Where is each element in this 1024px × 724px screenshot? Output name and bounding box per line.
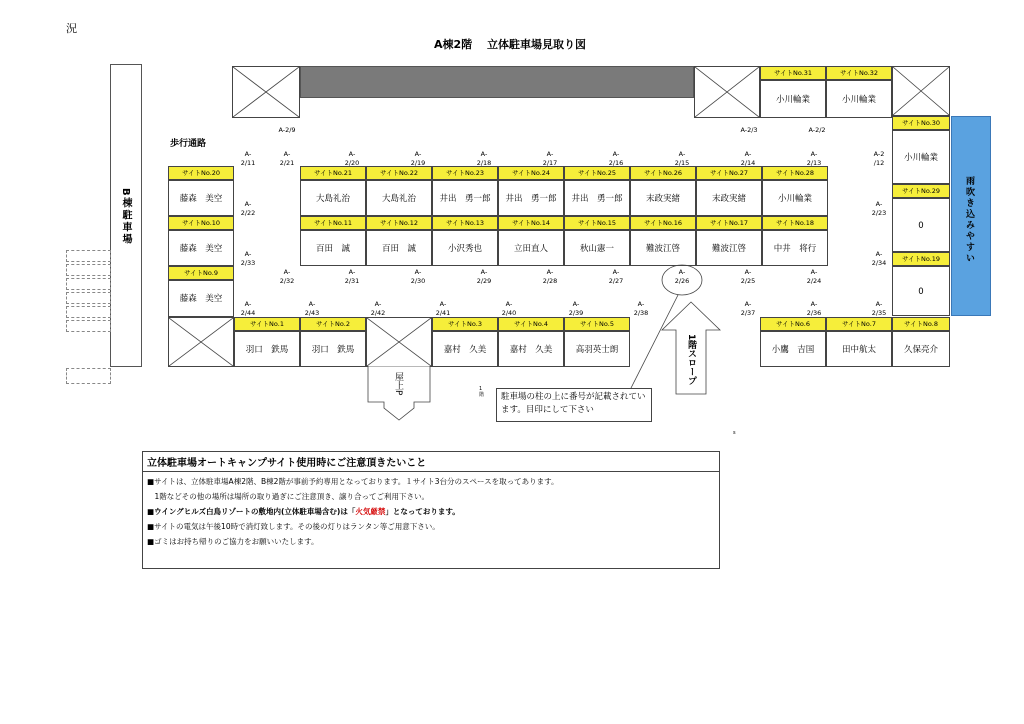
site-name-2[interactable]: 羽口 鉄馬 xyxy=(300,331,366,367)
pillar-label: A-2/9 xyxy=(278,126,296,134)
unusable-space xyxy=(232,66,300,118)
site-header-20: サイトNo.20 xyxy=(168,166,234,180)
notice-line: ■サイトの電気は午後10時で消灯致します。その後の灯りはランタン等ご用意下さい。 xyxy=(147,522,440,531)
label-1f: 1階 xyxy=(479,386,485,398)
site-header-14: サイトNo.14 xyxy=(498,216,564,230)
dashed-mark xyxy=(66,278,111,290)
label-s: s xyxy=(733,430,736,436)
site-header-11: サイトNo.11 xyxy=(300,216,366,230)
site-name-9[interactable]: 藤森 美空 xyxy=(168,280,234,317)
site-header-24: サイトNo.24 xyxy=(498,166,564,180)
site-header-6: サイトNo.6 xyxy=(760,317,826,331)
dashed-mark xyxy=(66,292,111,304)
callout-box xyxy=(496,388,652,422)
slope-label: 1階スロープ xyxy=(686,334,696,386)
site-name-4[interactable]: 嘉村 久美 xyxy=(498,331,564,367)
unusable-space xyxy=(892,66,950,116)
site-header-5: サイトNo.5 xyxy=(564,317,630,331)
site-header-22: サイトNo.22 xyxy=(366,166,432,180)
pillar-label: A- 2/13 xyxy=(806,150,822,167)
site-name-18[interactable]: 中井 将行 xyxy=(762,230,828,266)
site-name-21[interactable]: 大島礼治 xyxy=(300,180,366,216)
dashed-mark xyxy=(66,264,111,276)
site-header-1: サイトNo.1 xyxy=(234,317,300,331)
site-name-17[interactable]: 難波江啓 xyxy=(696,230,762,266)
site-header-23: サイトNo.23 xyxy=(432,166,498,180)
pillar-circle xyxy=(662,265,702,295)
pillar-label: A- 2/42 xyxy=(370,300,386,317)
site-name-16[interactable]: 難波江啓 xyxy=(630,230,696,266)
site-name-10[interactable]: 藤森 美空 xyxy=(168,230,234,266)
pillar-label: A- 2/22 xyxy=(240,200,256,217)
site-name-14[interactable]: 立田直人 xyxy=(498,230,564,266)
site-name-5[interactable]: 高羽英士朗 xyxy=(564,331,630,367)
pillar-label: A- 2/23 xyxy=(871,200,887,217)
site-header-28: サイトNo.28 xyxy=(762,166,828,180)
site-header-25: サイトNo.25 xyxy=(564,166,630,180)
site-header-3: サイトNo.3 xyxy=(432,317,498,331)
pillar-label: A- 2/32 xyxy=(279,268,295,285)
rain-label: 雨吹き込みやすい xyxy=(964,176,974,264)
pillar-label: A- 2/16 xyxy=(608,150,624,167)
site-name-28[interactable]: 小川輪業 xyxy=(762,180,828,216)
site-header-26: サイトNo.26 xyxy=(630,166,696,180)
unusable-space xyxy=(366,317,432,367)
notice-fire-ban: 火気厳禁 xyxy=(355,507,386,516)
site-name-32[interactable]: 小川輪業 xyxy=(826,80,892,118)
site-header-17: サイトNo.17 xyxy=(696,216,762,230)
notice-fire-c: 」となっております。 xyxy=(385,507,460,516)
site-header-16: サイトNo.16 xyxy=(630,216,696,230)
pillar-label: A- 2/35 xyxy=(871,300,887,317)
pillar-label: A- 2/34 xyxy=(871,250,887,267)
notice-line: 1階などその他の場所は場所の取り過ぎにご注意頂き、譲り合ってご利用下さい。 xyxy=(147,492,429,501)
notice-box xyxy=(142,451,720,569)
pillar-label: A- 2/27 xyxy=(608,268,624,285)
notice-title: 立体駐車場オートキャンプサイト使用時にご注意頂きたいこと xyxy=(143,452,719,472)
dashed-mark xyxy=(66,250,111,262)
site-name-30[interactable]: 小川輪業 xyxy=(892,130,950,184)
unusable-space xyxy=(168,317,234,367)
site-name-22[interactable]: 大島礼治 xyxy=(366,180,432,216)
site-name-19[interactable]: 0 xyxy=(892,266,950,316)
site-name-25[interactable]: 井出 勇一郎 xyxy=(564,180,630,216)
site-header-9: サイトNo.9 xyxy=(168,266,234,280)
b-building-label: B棟駐車場 xyxy=(120,188,131,246)
pillar-label: A- 2/11 xyxy=(240,150,256,167)
site-header-31: サイトNo.31 xyxy=(760,66,826,80)
pillar-label: A- 2/24 xyxy=(806,268,822,285)
site-header-32: サイトNo.32 xyxy=(826,66,892,80)
pillar-label: A- 2/38 xyxy=(633,300,649,317)
pillar-label-2-26: A- 2/26 xyxy=(674,268,690,285)
site-header-2: サイトNo.2 xyxy=(300,317,366,331)
pillar-label: A- 2/14 xyxy=(740,150,756,167)
pillar-label: A- 2/43 xyxy=(304,300,320,317)
site-header-12: サイトNo.12 xyxy=(366,216,432,230)
pillar-label: A- 2/36 xyxy=(806,300,822,317)
pillar-label: A-2/3 xyxy=(740,126,758,134)
notice-line: ■ゴミはお持ち帰りのご協力をお願いいたします。 xyxy=(147,537,319,546)
unusable-space xyxy=(694,66,760,118)
site-header-15: サイトNo.15 xyxy=(564,216,630,230)
site-name-23[interactable]: 井出 勇一郎 xyxy=(432,180,498,216)
site-name-15[interactable]: 秋山憲一 xyxy=(564,230,630,266)
pillar-label: A- 2/25 xyxy=(740,268,756,285)
site-name-24[interactable]: 井出 勇一郎 xyxy=(498,180,564,216)
site-name-26[interactable]: 末政実緒 xyxy=(630,180,696,216)
site-name-20[interactable]: 藤森 美空 xyxy=(168,180,234,216)
notice-line: ■サイトは、立体駐車場A棟2階、B棟2階が事前予約専用となっております。１サイト3台分のスペースを取ってあります。 xyxy=(147,477,559,486)
site-name-1[interactable]: 羽口 鉄馬 xyxy=(234,331,300,367)
dashed-mark xyxy=(66,320,111,332)
site-header-27: サイトNo.27 xyxy=(696,166,762,180)
site-header-10: サイトNo.10 xyxy=(168,216,234,230)
corner-text: 況 xyxy=(66,22,77,35)
site-name-7[interactable]: 田中航太 xyxy=(826,331,892,367)
pillar-label: A- 2/30 xyxy=(410,268,426,285)
walkway-label: 歩行通路 xyxy=(170,139,207,149)
pillar-label: A- 2/40 xyxy=(501,300,517,317)
site-name-11[interactable]: 百田 誠 xyxy=(300,230,366,266)
site-name-3[interactable]: 嘉村 久美 xyxy=(432,331,498,367)
site-name-12[interactable]: 百田 誠 xyxy=(366,230,432,266)
site-header-29: サイトNo.29 xyxy=(892,184,950,198)
notice-line-fire xyxy=(143,504,719,519)
site-header-8: サイトNo.8 xyxy=(892,317,950,331)
site-header-19: サイトNo.19 xyxy=(892,252,950,266)
site-name-8[interactable]: 久保亮介 xyxy=(892,331,950,367)
site-name-31[interactable]: 小川輪業 xyxy=(760,80,826,118)
dashed-mark xyxy=(66,368,111,384)
site-header-4: サイトNo.4 xyxy=(498,317,564,331)
pillar-label: A- 2/39 xyxy=(568,300,584,317)
pillar-label: A- 2/44 xyxy=(240,300,256,317)
site-name-27[interactable]: 末政実緒 xyxy=(696,180,762,216)
pillar-label: A- 2/37 xyxy=(740,300,756,317)
page-title: A棟2階 立体駐車場見取り図 xyxy=(434,38,586,51)
pillar-label: A- 2/28 xyxy=(542,268,558,285)
site-header-7: サイトNo.7 xyxy=(826,317,892,331)
pillar-label: A- 2/41 xyxy=(435,300,451,317)
rooftop-label: 屋上P xyxy=(393,372,403,396)
pillar-label: A-2/2 xyxy=(808,126,826,134)
pillar-label: A- 2/31 xyxy=(344,268,360,285)
pillar-label: A- 2/19 xyxy=(410,150,426,167)
site-name-6[interactable]: 小鷹 吉国 xyxy=(760,331,826,367)
callout-text: 駐車場の柱の上に番号が記載されています。目印にして下さい xyxy=(501,392,646,415)
site-name-13[interactable]: 小沢秀也 xyxy=(432,230,498,266)
pillar-label: A- 2/21 xyxy=(279,150,295,167)
dashed-mark xyxy=(66,306,111,318)
site-name-29[interactable]: 0 xyxy=(892,198,950,252)
site-header-21: サイトNo.21 xyxy=(300,166,366,180)
site-header-18: サイトNo.18 xyxy=(762,216,828,230)
gray-block xyxy=(300,66,694,98)
site-header-13: サイトNo.13 xyxy=(432,216,498,230)
pillar-label: A- 2/29 xyxy=(476,268,492,285)
pillar-label: A- 2/17 xyxy=(542,150,558,167)
pillar-label: A- 2/33 xyxy=(240,250,256,267)
notice-fire-a: ■ウイングヒルズ白鳥リゾートの敷地内(立体駐車場含む)は「 xyxy=(147,507,356,516)
pillar-label: A- 2/20 xyxy=(344,150,360,167)
pillar-label: A-2 /12 xyxy=(873,150,885,167)
pillar-label: A- 2/15 xyxy=(674,150,690,167)
pillar-label: A- 2/18 xyxy=(476,150,492,167)
site-header-30: サイトNo.30 xyxy=(892,116,950,130)
